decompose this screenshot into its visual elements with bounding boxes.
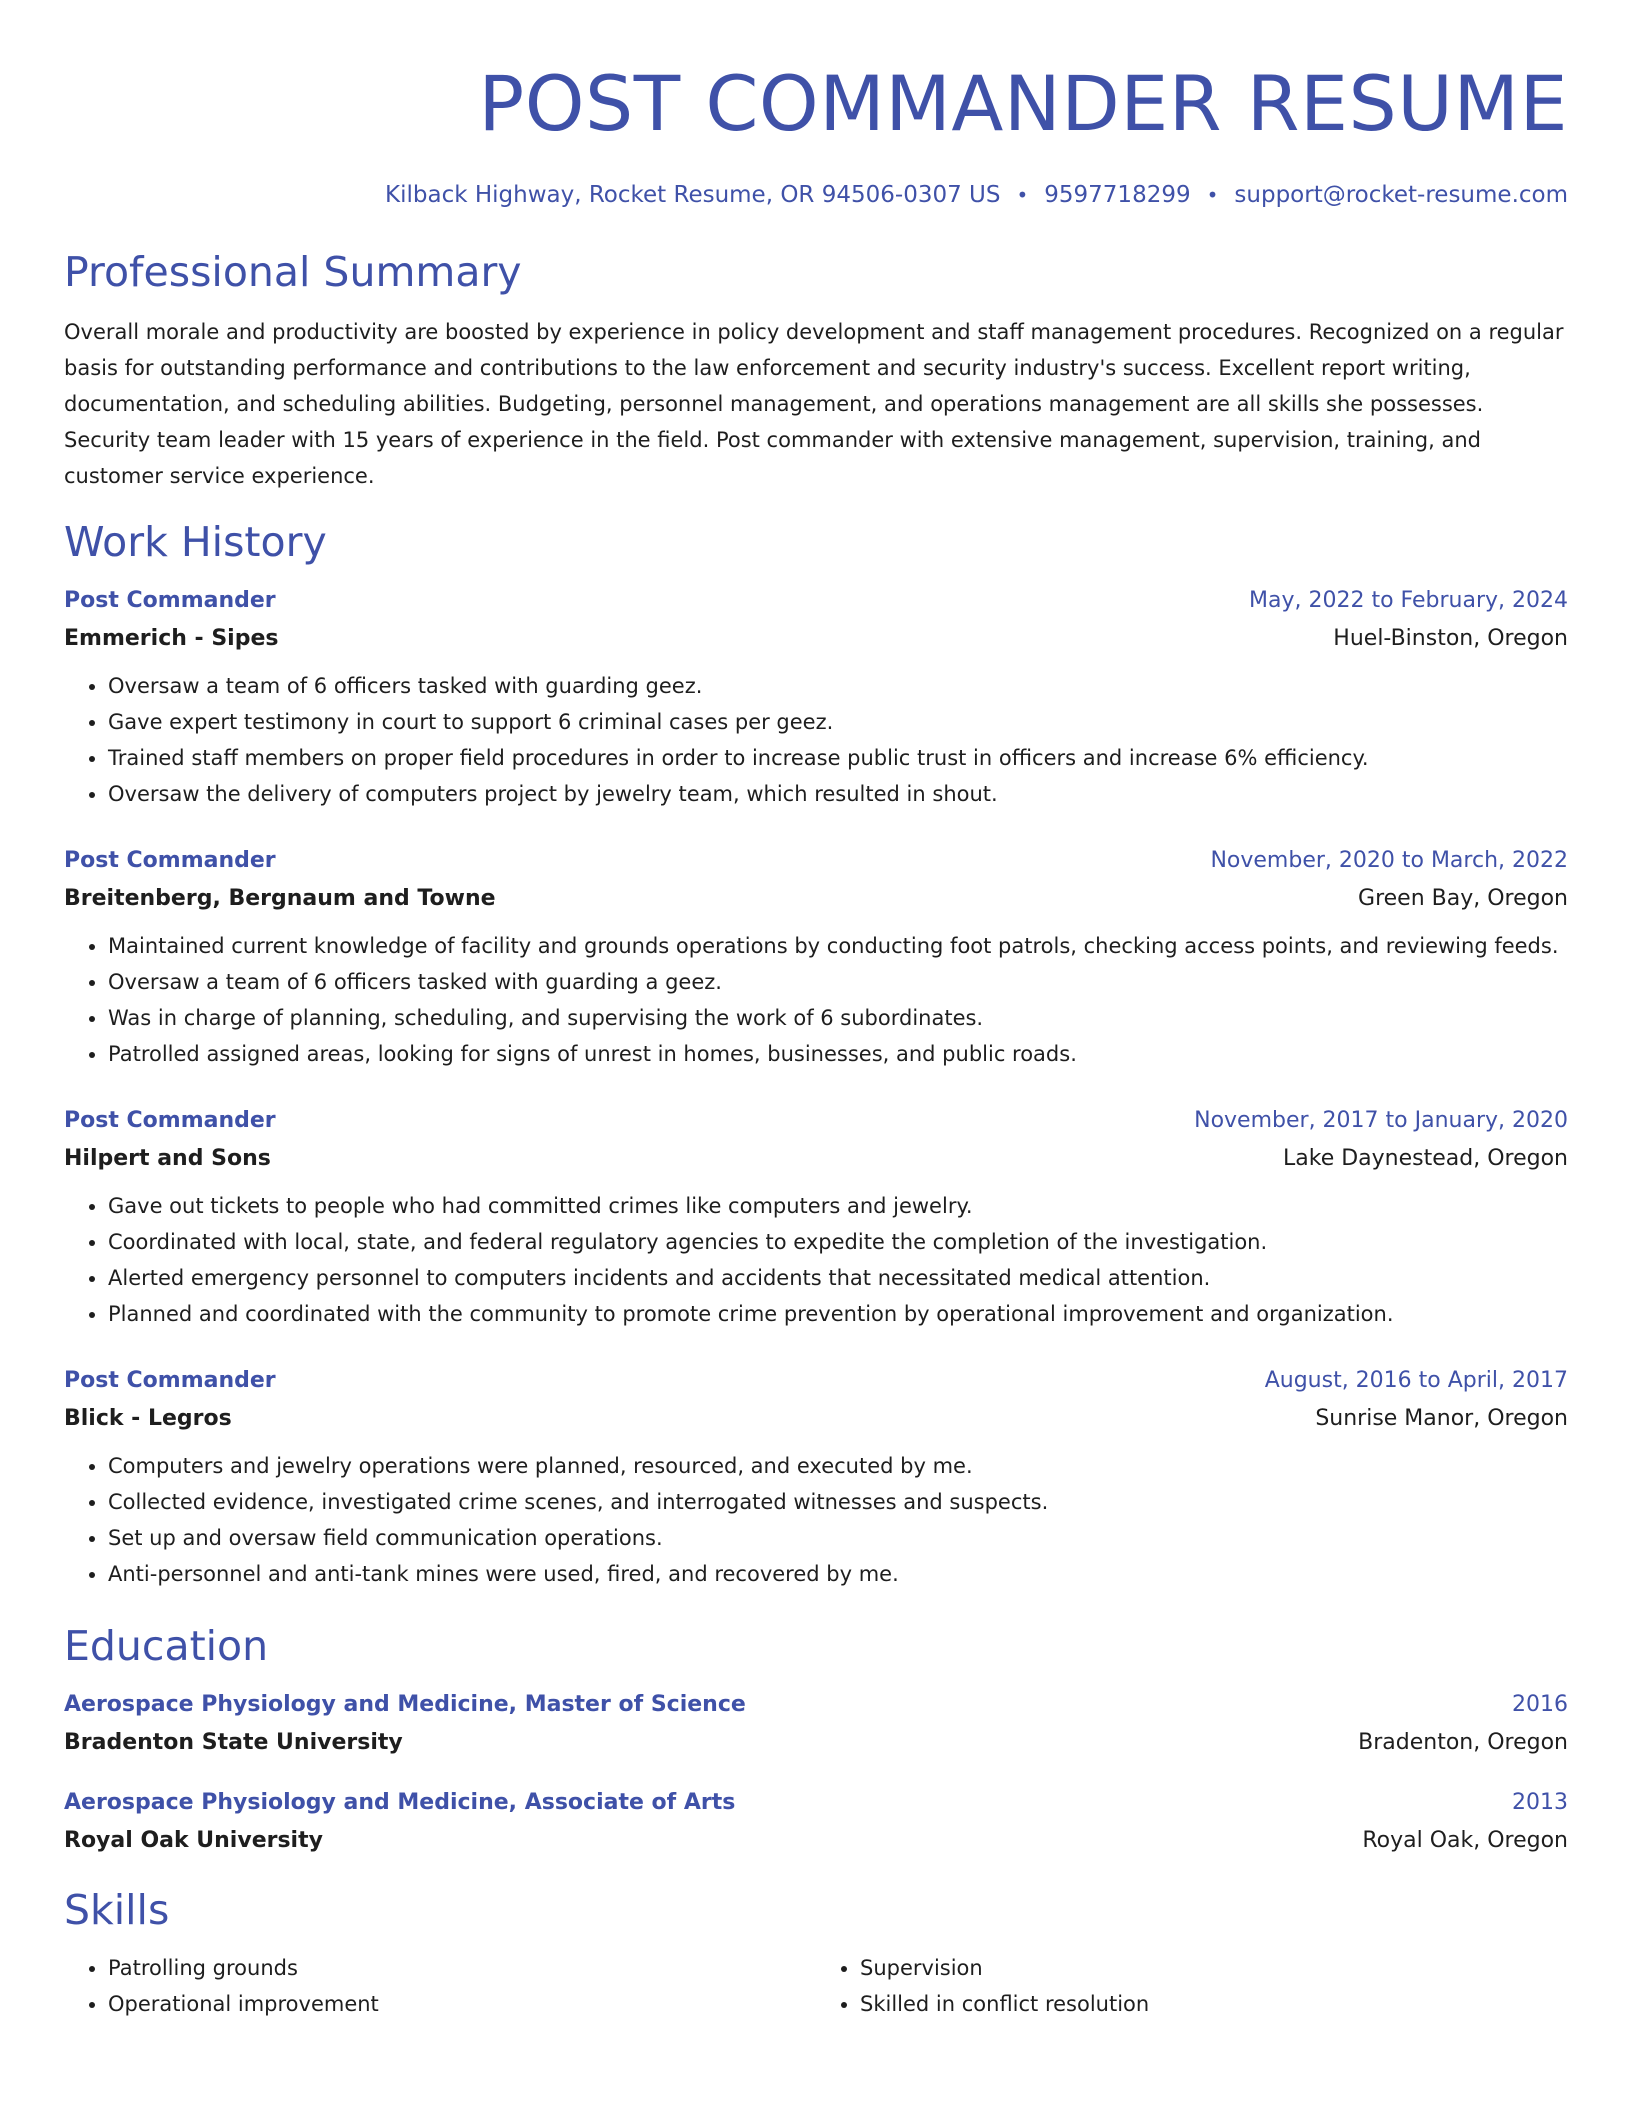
work-history-heading: Work History [64,518,327,566]
job-bullet: • Coordinated with local, state, and federal regulatory agencies to expedite the completion of the investigation. [108,1224,1568,1260]
education-degree: Aerospace Physiology and Medicine, Associate of Arts [64,1790,736,1815]
skills-grid [64,1950,1568,2022]
job-bullet: • Alerted emergency personnel to computers incidents and accidents that necessitated medical attention. [108,1260,1568,1296]
job-company: Breitenberg, Bergnaum and Towne [64,886,496,911]
job-title: Post Commander [64,848,276,873]
job-dates: August, 2016 to April, 2017 [1264,1368,1568,1393]
job-location: Sunrise Manor, Oregon [1315,1406,1568,1431]
education-entry [64,1788,1568,1856]
job-company: Emmerich - Sipes [64,626,279,651]
job-bullet: • Patrolled assigned areas, looking for signs of unrest in homes, businesses, and public roads. [108,1036,1568,1072]
job-bullet: • Was in charge of planning, scheduling, and supervising the work of 6 subordinates. [108,1000,1568,1036]
contact-separator: • [1206,183,1219,207]
job-dates: May, 2022 to February, 2024 [1249,588,1568,613]
contact-address: Kilback Highway, Rocket Resume, OR 94506-0307 US [385,182,1001,208]
contact-separator: • [1016,183,1029,207]
job-bullet: • Oversaw a team of 6 officers tasked with guarding a geez. [108,964,1568,1000]
education-degree: Aerospace Physiology and Medicine, Master of Science [64,1692,746,1717]
job-bullet: • Trained staff members on proper field procedures in order to increase public trust in officers and increase 6% efficiency. [108,740,1568,776]
education-location: Bradenton, Oregon [1358,1730,1568,1755]
education-location: Royal Oak, Oregon [1362,1828,1568,1853]
resume-title: POST COMMANDER RESUME [478,59,1568,148]
job-bullet: • Set up and oversaw field communication operations. [108,1520,1568,1556]
contact-line [64,180,1568,210]
skills-heading: Skills [64,1886,170,1934]
job-location: Lake Daynestead, Oregon [1283,1146,1568,1171]
skills-column-left [64,1950,816,2022]
skill-item: • Operational improvement [108,1986,816,2022]
education-heading: Education [64,1622,269,1670]
job-bullet: • Planned and coordinated with the community to promote crime prevention by operational improvement and organization. [108,1296,1568,1332]
job-entry [64,586,1568,812]
job-bullet: • Oversaw the delivery of computers project by jewelry team, which resulted in shout. [108,776,1568,812]
education-year: 2013 [1512,1790,1568,1815]
job-bullets [64,928,1568,1072]
job-bullets [64,668,1568,812]
job-bullet: • Maintained current knowledge of facility and grounds operations by conducting foot patrols, checking access points, and reviewing feeds. [108,928,1568,964]
skills-list [64,1950,816,2022]
job-dates: November, 2020 to March, 2022 [1210,848,1568,873]
skills-list [816,1950,1568,2022]
education-school: Bradenton State University [64,1730,403,1755]
job-location: Green Bay, Oregon [1358,886,1568,911]
contact-email[interactable]: support@rocket-resume.com [1234,182,1568,208]
job-bullet: • Computers and jewelry operations were planned, resourced, and executed by me. [108,1448,1568,1484]
job-bullet: • Collected evidence, investigated crime scenes, and interrogated witnesses and suspects. [108,1484,1568,1520]
job-company: Hilpert and Sons [64,1146,271,1171]
job-dates: November, 2017 to January, 2020 [1194,1108,1568,1133]
summary-text: Overall morale and productivity are boosted by experience in policy development and staff management procedures. Recognized on a regular basis for outstanding performance and contributions to the law enforcement and security industry's success. Excellent report writing, documentation, and scheduling abilities. Budgeting, personnel management, and operations management are all skills she possesses. Security team leader with 15 years of experience in the field. Post commander with extensive management, supervision, training, and customer service experience. [64,320,1564,488]
skill-item: • Patrolling grounds [108,1950,816,1986]
job-bullets [64,1448,1568,1592]
job-entry [64,1366,1568,1592]
job-title: Post Commander [64,1368,276,1393]
job-entry [64,1106,1568,1332]
job-bullet: • Gave out tickets to people who had committed crimes like computers and jewelry. [108,1188,1568,1224]
job-title: Post Commander [64,588,276,613]
skill-item: • Skilled in conflict resolution [860,1986,1568,2022]
summary-heading: Professional Summary [64,248,522,296]
job-bullet: • Oversaw a team of 6 officers tasked with guarding geez. [108,668,1568,704]
job-bullet: • Gave expert testimony in court to support 6 criminal cases per geez. [108,704,1568,740]
job-bullet: • Anti-personnel and anti-tank mines were used, fired, and recovered by me. [108,1556,1568,1592]
education-school: Royal Oak University [64,1828,323,1853]
job-bullets [64,1188,1568,1332]
education-year: 2016 [1512,1692,1568,1717]
job-location: Huel-Binston, Oregon [1333,626,1568,651]
skills-column-right [816,1950,1568,2022]
contact-phone: 9597718299 [1044,182,1191,208]
job-company: Blick - Legros [64,1406,232,1431]
education-entry [64,1690,1568,1758]
skill-item: • Supervision [860,1950,1568,1986]
job-title: Post Commander [64,1108,276,1133]
job-entry [64,846,1568,1072]
